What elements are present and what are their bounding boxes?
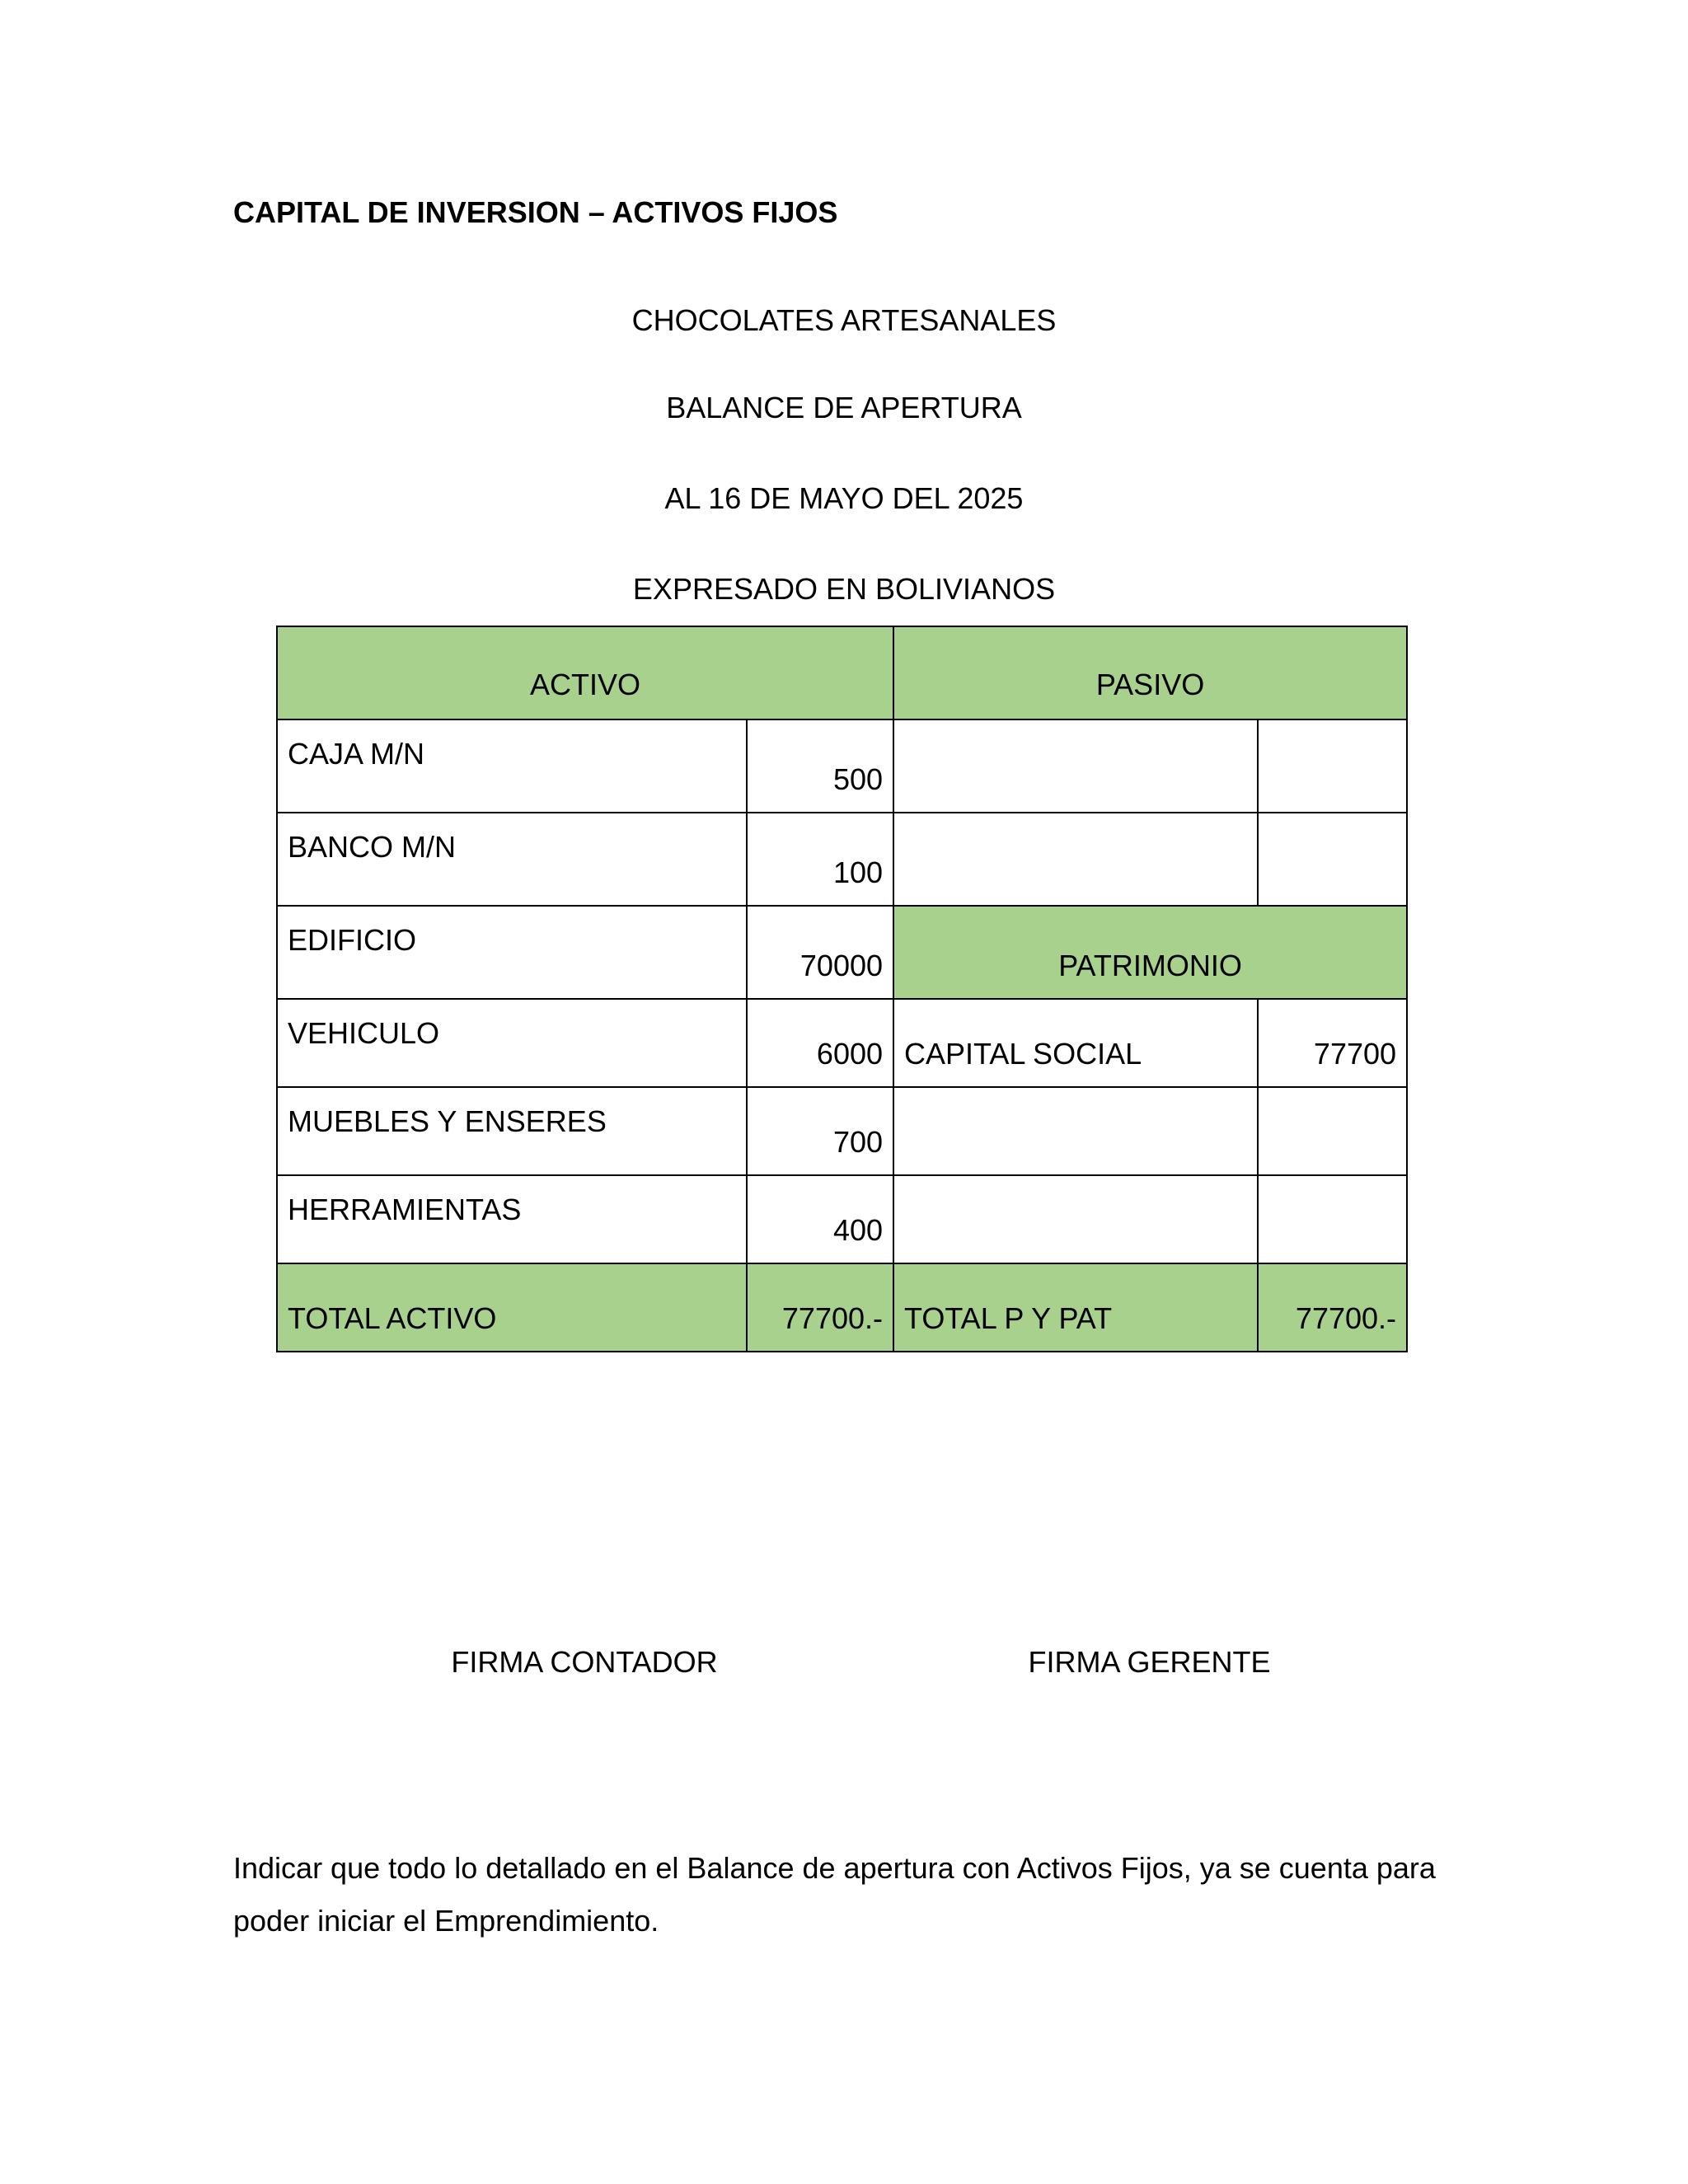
currency-line: EXPRESADO EN BOLIVIANOS <box>632 572 1056 606</box>
activo-value: 400 <box>747 1175 893 1263</box>
table-header-row <box>277 626 1407 719</box>
capital-social-value: 77700 <box>1258 999 1407 1087</box>
total-activo-label: TOTAL ACTIVO <box>277 1263 747 1352</box>
pasivo-value-empty <box>1258 813 1407 906</box>
opening-balance-table <box>276 626 1408 1352</box>
table-row <box>277 1087 1407 1175</box>
pasivo-header: PASIVO <box>893 626 1407 719</box>
activo-value: 100 <box>747 813 893 906</box>
pasivo-label-empty <box>893 719 1258 813</box>
activo-header: ACTIVO <box>277 626 893 719</box>
activo-label: EDIFICIO <box>277 906 747 999</box>
activo-value: 70000 <box>747 906 893 999</box>
total-activo-value: 77700.- <box>747 1263 893 1352</box>
activo-value: 500 <box>747 719 893 813</box>
activo-label: CAJA M/N <box>277 719 747 813</box>
pasivo-value-empty <box>1258 1175 1407 1263</box>
date-line: AL 16 DE MAYO DEL 2025 <box>664 481 1024 515</box>
table-row <box>277 719 1407 813</box>
activo-label: BANCO M/N <box>277 813 747 906</box>
pasivo-value-empty <box>1258 719 1407 813</box>
signature-contador: FIRMA CONTADOR <box>451 1645 718 1679</box>
pasivo-label-empty <box>893 813 1258 906</box>
table-row <box>277 999 1407 1087</box>
signature-gerente: FIRMA GERENTE <box>1028 1645 1271 1679</box>
total-pasivo-patrimonio-value: 77700.- <box>1258 1263 1407 1352</box>
company-name: CHOCOLATES ARTESANALES <box>631 303 1057 337</box>
patrimonio-header: PATRIMONIO <box>893 906 1407 999</box>
activo-label: MUEBLES Y ENSERES <box>277 1087 747 1175</box>
activo-label: HERRAMIENTAS <box>277 1175 747 1263</box>
activo-label: VEHICULO <box>277 999 747 1087</box>
totals-row <box>277 1263 1407 1352</box>
activo-value: 700 <box>747 1087 893 1175</box>
pasivo-value-empty <box>1258 1087 1407 1175</box>
closing-note: Indicar que todo lo detallado en el Balance de apertura con Activos Fijos, ya se cuenta para poder iniciar el Emprendimiento. <box>233 1851 1436 1938</box>
capital-social-label: CAPITAL SOCIAL <box>893 999 1258 1087</box>
section-heading: CAPITAL DE INVERSION – ACTIVOS FIJOS <box>233 195 838 229</box>
activo-value: 6000 <box>747 999 893 1087</box>
table-row <box>277 906 1407 999</box>
table-row <box>277 813 1407 906</box>
table-row <box>277 1175 1407 1263</box>
pasivo-label-empty <box>893 1175 1258 1263</box>
pasivo-label-empty <box>893 1087 1258 1175</box>
document-title: BALANCE DE APERTURA <box>666 391 1022 424</box>
total-pasivo-patrimonio-label: TOTAL P Y PAT <box>893 1263 1258 1352</box>
